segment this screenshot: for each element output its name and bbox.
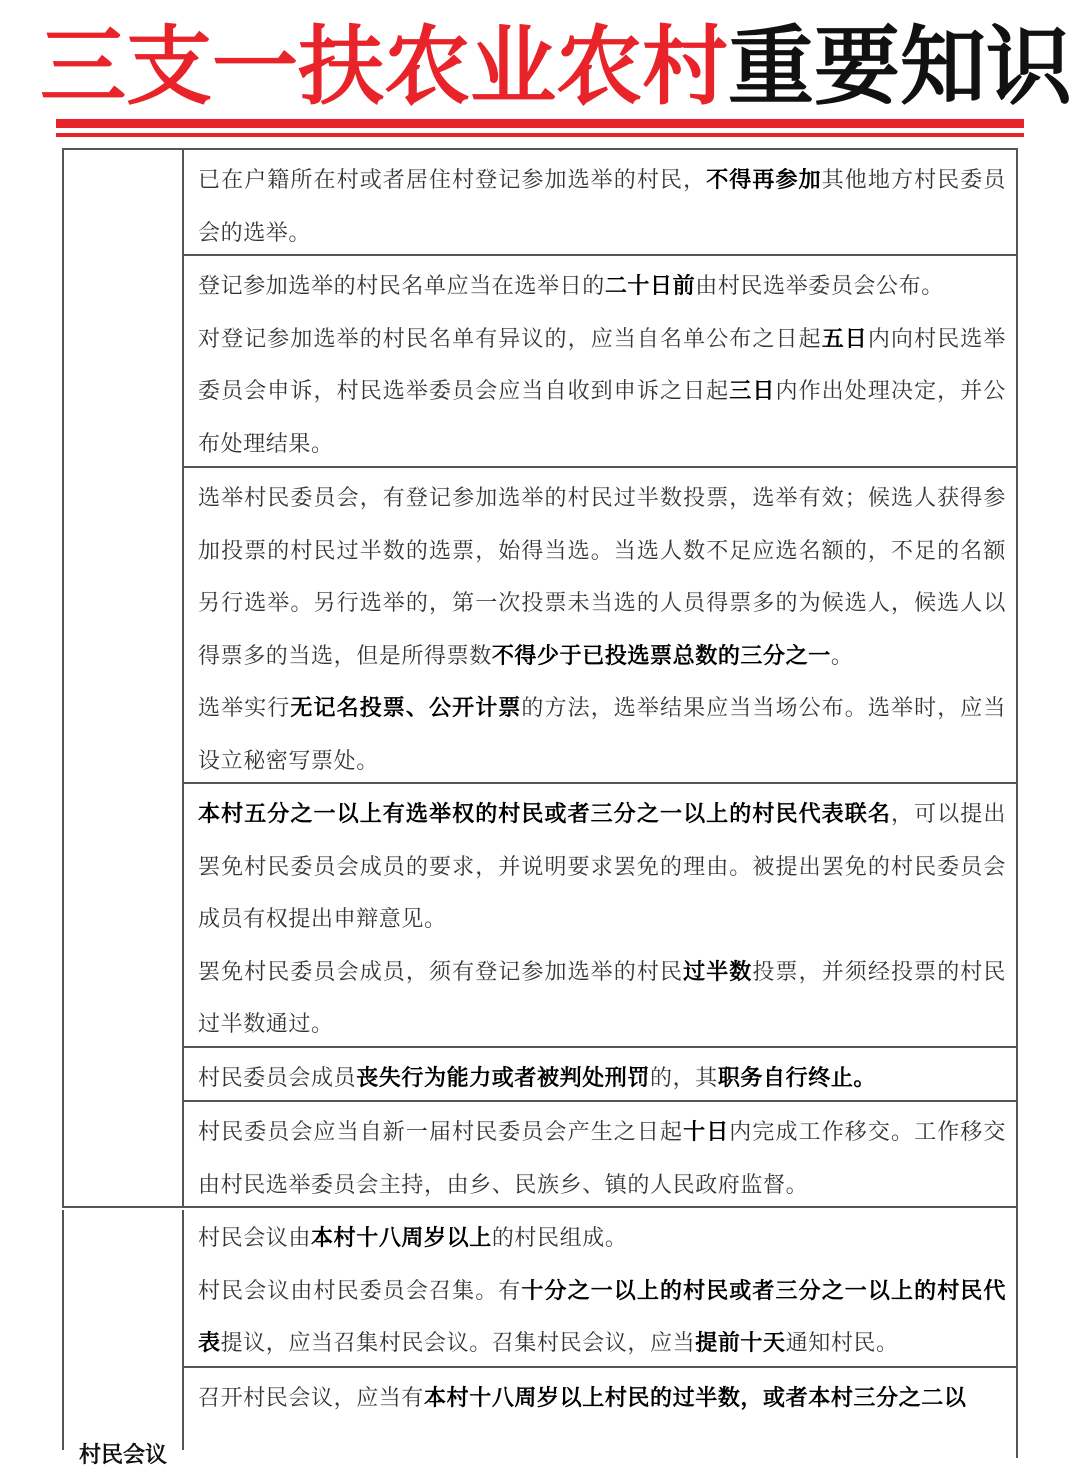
body-text: 投票，并须经投票的村民过半数通过。 <box>198 959 1006 1037</box>
body-text: 内向村民选举委员会申诉，村民选举委员会应当自收到申诉之日起 <box>198 326 1007 404</box>
body-text: 村民会议由村民委员会召集。有 <box>198 1278 522 1304</box>
emphasis-text: 十日 <box>683 1120 730 1145</box>
body-text: 登记参加选举的村民名单应当在选举日的 <box>198 274 605 299</box>
emphasis-text: 二十日前 <box>604 274 696 299</box>
body-text: 村民委员会成员 <box>198 1066 357 1091</box>
emphasis-text: 不得再参加 <box>706 168 822 193</box>
knowledge-table <box>62 148 1018 1468</box>
body-text: 内完成工作移交。工作移交由村民选举委员会主持，由乡、民族乡、镇的人民政府监督。 <box>198 1120 1006 1198</box>
table-row <box>184 1368 1018 1458</box>
table-row <box>184 1102 1018 1208</box>
emphasis-text: 本村十八周岁以上 <box>311 1226 492 1251</box>
body-text: 对登记参加选举的村民名单有异议的，应当自名单公布之日起 <box>198 326 822 352</box>
table-row <box>184 1208 1018 1368</box>
table-row <box>184 256 1018 468</box>
emphasis-text: 丧失行为能力或者被判处刑罚 <box>356 1066 651 1091</box>
body-text: 选举村民委员会，有登记参加选举的村民过半数投票，选举有效；候选人获得参加投票的村民过半数的选票，始得当选。当选人数不足应选名额的，不足的名额另行选举。另行选举的，第一次投票未当选的人员得票多的为候选人，候选人以得票多的当选，但是所得票数 <box>198 486 1006 669</box>
body-text: 提议，应当召集村民会议。召集村民会议，应当 <box>220 1331 696 1356</box>
table-rows <box>184 150 1018 1458</box>
table-row <box>184 784 1018 1048</box>
page-title <box>40 17 1072 117</box>
table-row <box>184 1048 1018 1102</box>
body-text: 由村民选举委员会公布。 <box>695 274 944 299</box>
category-cell-village-meeting <box>62 1210 184 1468</box>
body-text: 的村民组成。 <box>491 1226 628 1251</box>
body-text: 其他地方村民委员会的选举。 <box>198 168 1006 246</box>
emphasis-text: 十分之一以上的村民或者三分之一以上的村民代表 <box>198 1278 1006 1356</box>
body-text: 村民委员会应当自新一届村民委员会产生之日起 <box>198 1120 684 1145</box>
body-text: 通知村民。 <box>785 1331 899 1356</box>
title-red-part: 三支一扶农业农村 <box>40 17 728 117</box>
emphasis-text: 本村五分之一以上有选举权的村民或者三分之一以上的村民代表联名 <box>198 802 891 827</box>
body-text: ，可以提出罢免村民委员会成员的要求，并说明要求罢免的理由。被提出罢免的村民委员会成员有权提出申辩意见。 <box>198 802 1006 932</box>
title-underline-thin <box>56 133 1024 137</box>
emphasis-text: 职务自行终止。 <box>717 1066 877 1091</box>
body-text: 的方法，选举结果应当当场公布。选举时，应当设立秘密写票处。 <box>198 696 1006 774</box>
body-text: 的，其 <box>650 1066 718 1091</box>
body-text: 。 <box>830 643 854 669</box>
body-text: 村民会议由 <box>198 1226 312 1251</box>
table-row <box>184 150 1018 256</box>
body-text: 选举实行 <box>198 696 291 721</box>
category-cell-election <box>62 150 184 1208</box>
emphasis-text: 三日 <box>729 379 776 404</box>
emphasis-text: 无记名投票、公开计票 <box>290 696 522 721</box>
body-text: 内作出处理决定，并公布处理结果。 <box>198 379 1006 457</box>
category-label: 村民会议 <box>78 1443 167 1468</box>
emphasis-text: 提前十天 <box>695 1331 786 1356</box>
emphasis-text: 本村十八周岁以上村民的过半数，或者本村三分之二以 <box>424 1386 967 1411</box>
emphasis-text: 不得少于已投选票总数的三分之一 <box>491 643 831 669</box>
body-text: 已在户籍所在村或者居住村登记参加选举的村民， <box>198 168 707 193</box>
title-underline-thick <box>56 119 1024 128</box>
emphasis-text: 过半数 <box>683 959 753 985</box>
body-text: 召开村民会议，应当有 <box>198 1386 425 1411</box>
emphasis-text: 五日 <box>821 326 868 352</box>
body-text: 罢免村民委员会成员，须有登记参加选举的村民 <box>198 959 684 985</box>
table-row <box>184 468 1018 784</box>
title-black-part: 重要知识 <box>728 17 1072 117</box>
